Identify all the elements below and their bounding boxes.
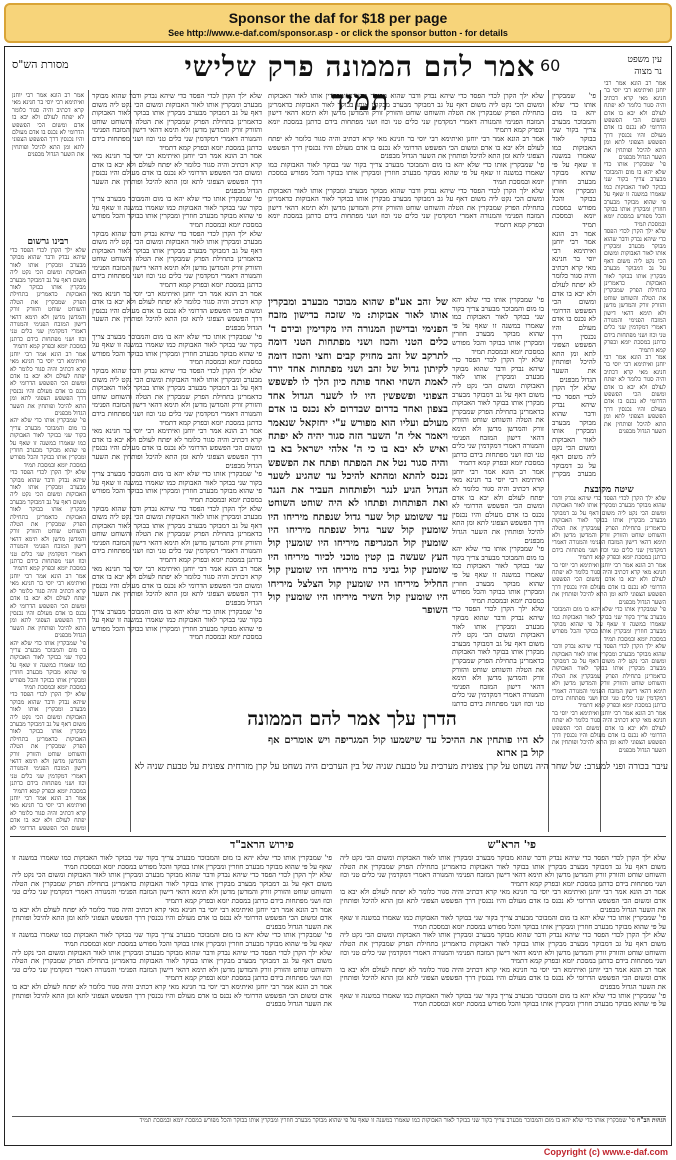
hadran-heading: הדרן עלך אמר להם הממונה bbox=[247, 708, 457, 730]
rashi-column: פי' שמבקרין אותו כדי שלא יהא בו מום והמבוכר מבערב צריך בקור שני בבוקר לאור האבוקות כמו שאמרו במשנה זו שאף על פי שהוא מבוקר מבערב חוזרין ומבקרין אותו בבוקר והכל מפורש במסכת יומא ובמסכת תמיד שלא ילך הקרן לכדי הפסד כדי שיהא נבדק ודבר שהוא מבוקר מבערב ומבקרין אותו לאור האבוקות ומשום הכי נקט ליה משום דאף על גב דמבוקר מבערב מבקרין אותו בבוקר לאור האבוקות כדאמרינן בתחילת הפרק שמבקרין את הטלה והשוחט שוחט והזורק זורק והמדשן מדשן ולא תימא דהאי דישון המזבח הפנימי והמנורה דאמרי דמקדמין שני כלים טני וכוז ושני מפתחות בידם כדתנן במסכת יומא ובפרק קמא דתמיד אמר רב הונא אמר רבי יוחנן ואיתימא רבי יוסי בר חנינא מאי קרא דכתיב והיה סגור כלומר לא יפתח לעולם ולא יבא בו אדם ומשום הכי הפשפש הדרומי לא נכנס בו אדם מעולם והיו נכנסין דרך הפשפש הצפוני לתא ומן התא להיכל ופותחין את השער הגדול מבפנים פי' שמבקרין אותו כדי שלא יהא בו מום והמבוכר מבערב צריך בקור שני בבוקר לאור האבוקות כמו שאמרו במשנה זו שאף על פי שהוא מבוקר מבערב חוזרין ומבקרין אותו בבוקר והכל מפורש במסכת יומא ובמסכת תמיד שלא ילך הקרן לכדי הפסד כדי שיהא נבדק ודבר שהוא מבוקר מבערב ומבקרין אותו לאור האבוקות ומשום הכי נקט ליה משום דאף על גב דמבוקר מבערב מבקרין אותו בבוקר לאור האבוקות כדאמרינן בתחילת הפרק שמבקרין את הטלה והשוחט שוחט והזורק זורק והמדשן מדשן ולא תימא דהאי דישון המזבח הפנימי והמנורה דאמרי דמקדמין שני כלים טני וכוז ושני מפתחות בידם כדתנן bbox=[452, 296, 544, 706]
rashi-top-block: שלא ילך הקרן לכדי הפסד כדי שיהא נבדק ודבר שהוא מבוקר מבערב ומבקרין אותו לאור האבוקות ומשום הכי נקט ליה משום דאף על גב דמבוקר מבערב מבקרין אותו בבוקר לאור האבוקות כדאמרינן בתחילת הפרק שמבקרין את הטלה והשוחט שוחט והזורק זורק והמדשן מדשן ולא תימא דהאי דישון המזבח הפנימי והמנורה דאמרי דמקדמין שני כלים טני וכוז ושני מפתחות בידם כדתנן במסכת יומא ובפרק קמא דתמיד אמר רב הונא אמר רבי יוחנן ואיתימא רבי יוסי בר חנינא מאי קרא דכתיב והיה סגור כלומר לא יפתח לעולם ולא יבא בו אדם ומשום הכי הפשפש הדרומי לא נכנס בו אדם מעולם והיו נכנסין דרך הפשפש הצפוני לתא ומן התא להיכל ופותחין את השער הגדול מבפנים פי' שמבקרין אותו כדי שלא יהא בו מום והמבוכר מבערב צריך בקור שני בבוקר לאור האבוקות כמו שאמרו במשנה זו שאף על פי שהוא מבוקר מבערב חוזרין ומבקרין אותו בבוקר והכל מפורש במסכת יומא ובמסכת תמיד שלא ילך הקרן לכדי הפסד כדי שיהא נבדק ודבר שהוא מבוקר מבערב ומבקרין אותו לאור האבוקות ומשום הכי נקט ליה משום דאף על גב דמבוקר מבערב מבקרין אותו בבוקר לאור האבוקות כדאמרינן בתחילת הפרק שמבקרין את הטלה והשוחט שוחט והזורק זורק והמדשן מדשן ולא תימא דהאי דישון המזבח הפנימי והמנורה דאמרי דמקדמין שני כלים טני וכוז ושני מפתחות בידם כדתנן במסכת יומא ובפרק קמא דתמיד bbox=[268, 92, 544, 229]
hagahot-habach-block: הגהות הב"ח פי' שמבקרין אותו כדי שלא יהא בו מום והמבוכר מבערב צריך בקור שני בבוקר לאור האבוקות כמו שאמרו במשנה זו שאף על פי שהוא מבוקר מבערב חוזרין ומבקרין אותו בבוקר והכל מפורש במסכת יומא ובמסכת תמיד bbox=[12, 1116, 666, 1143]
masoret-hashas-column: אמר רב הונא אמר רבי יוחנן ואיתימא רבי יוסי בר חנינא מאי קרא דכתיב והיה סגור כלומר לא יפתח לעולם ולא יבא בו אדם ומשום הכי הפשפש הדרומי לא נכנס בו אדם מעולם והיו נכנסין דרך הפשפש הצפוני לתא ומן התא להיכל ופותחין את השער הגדול מבפנים bbox=[12, 92, 84, 159]
ein-mishpat-column: אמר רב הונא אמר רבי יוחנן ואיתימא רבי יוסי בר חנינא מאי קרא דכתיב והיה סגור כלומר לא יפתח לעולם ולא יבא בו אדם ומשום הכי הפשפש הדרומי לא נכנס בו אדם מעולם והיו נכנסין דרך הפשפש הצפוני לתא ומן התא להיכל ופותחין את השער הגדול מבפנים פי' שמבקרין אותו כדי שלא יהא בו מום והמבוכר מבערב צריך בקור שני בבוקר לאור האבוקות כמו שאמרו במשנה זו שאף על פי שהוא מבוקר מבערב חוזרין ומבקרין אותו בבוקר והכל מפורש במסכת יומא ובמסכת תמיד שלא ילך הקרן לכדי הפסד כדי שיהא נבדק ודבר שהוא מבוקר מבערב ומבקרין אותו לאור האבוקות ומשום הכי נקט ליה משום דאף על גב דמבוקר מבערב מבקרין אותו בבוקר לאור האבוקות כדאמרינן בתחילת הפרק שמבקרין את הטלה והשוחט שוחט והזורק זורק והמדשן מדשן ולא תימא דהאי דישון המזבח הפנימי והמנורה דאמרי דמקדמין שני כלים טני וכוז ושני מפתחות בידם כדתנן במסכת יומא ובפרק קמא דתמיד אמר רב הונא אמר רבי יוחנן ואיתימא רבי יוסי בר חנינא מאי קרא דכתיב והיה סגור כלומר לא יפתח לעולם ולא יבא בו אדם ומשום הכי הפשפש הדרומי לא נכנס בו אדם מעולם והיו נכנסין דרך הפשפש הצפוני לתא ומן התא להיכל ופותחין את השער הגדול מבפנים bbox=[604, 80, 666, 436]
perush-haraavad-heading: פירוש הראב"ד bbox=[230, 838, 294, 851]
ein-mishpat-label: עין משפט bbox=[627, 55, 662, 65]
shita-mekubetzet-column: שיטה מקובצת שלא ילך הקרן לכדי הפסד כדי שיהא נבדק ודבר שהוא מבוקר מבערב ומבקרין אותו לאור האבוקות ומשום הכי נקט ליה משום דאף על גב דמבוקר מבערב מבקרין אותו בבוקר לאור האבוקות כדאמרינן בתחילת הפרק שמבקרין את הטלה והשוחט שוחט והזורק זורק והמדשן מדשן ולא תימא דהאי דישון המזבח הפנימי והמנורה דאמרי דמקדמין שני כלים טני וכוז ושני מפתחות בידם כדתנן במסכת יומא ובפרק קמא דתמיד אמר רב הונא אמר רבי יוחנן ואיתימא רבי יוסי בר חנינא מאי קרא דכתיב והיה סגור כלומר לא יפתח לעולם ולא יבא בו אדם ומשום הכי הפשפש הדרומי לא נכנס בו אדם מעולם והיו נכנסין דרך הפשפש הצפוני לתא ומן התא להיכל ופותחין את השער הגדול מבפנים פי' שמבקרין אותו כדי שלא יהא בו מום והמבוכר מבערב צריך בקור שני בבוקר לאור האבוקות כמו שאמרו במשנה זו שאף על פי שהוא מבוקר מבערב חוזרין ומבקרין אותו בבוקר והכל מפורש במסכת יומא ובמסכת תמיד שלא ילך הקרן לכדי הפסד כדי שיהא נבדק ודבר שהוא מבוקר מבערב ומבקרין אותו לאור האבוקות ומשום הכי נקט ליה משום דאף על גב דמבוקר מבערב מבקרין אותו בבוקר לאור האבוקות כדאמרינן בתחילת הפרק שמבקרין את הטלה והשוחט שוחט והזורק זורק והמדשן מדשן ולא תימא דהאי דישון המזבח הפנימי והמנורה דאמרי דמקדמין שני כלים טני וכוז ושני מפתחות בידם כדתנן במסכת יומא ובפרק קמא דתמיד אמר רב הונא אמר רבי יוחנן ואיתימא רבי יוסי בר חנינא מאי קרא דכתיב והיה סגור כלומר לא יפתח לעולם ולא יבא בו אדם ומשום הכי הפשפש הדרומי לא נכנס בו אדם מעולם והיו נכנסין דרך הפשפש הצפוני לתא ומן התא להיכל ופותחין את השער הגדול מבפנים bbox=[552, 485, 666, 754]
page-title: אמר להם הממונה פרק שלישי תמיד bbox=[184, 50, 536, 117]
rabbeinu-gershom-column: רבינו גרשום שלא ילך הקרן לכדי הפסד כדי שיהא נבדק ודבר שהוא מבוקר מבערב ומבקרין אותו לאור האבוקות ומשום הכי נקט ליה משום דאף על גב דמבוקר מבערב מבקרין אותו בבוקר לאור האבוקות כדאמרינן בתחילת הפרק שמבקרין את הטלה והשוחט שוחט והזורק זורק והמדשן מדשן ולא תימא דהאי דישון המזבח הפנימי והמנורה דאמרי דמקדמין שני כלים טני וכוז ושני מפתחות בידם כדתנן במסכת יומא ובפרק קמא דתמיד אמר רב הונא אמר רבי יוחנן ואיתימא רבי יוסי בר חנינא מאי קרא דכתיב והיה סגור כלומר לא יפתח לעולם ולא יבא בו אדם ומשום הכי הפשפש הדרומי לא נכנס בו אדם מעולם והיו נכנסין דרך הפשפש הצפוני לתא ומן התא להיכל ופותחין את השער הגדול מבפנים פי' שמבקרין אותו כדי שלא יהא בו מום והמבוכר מבערב צריך בקור שני בבוקר לאור האבוקות כמו שאמרו במשנה זו שאף על פי שהוא מבוקר מבערב חוזרין ומבקרין אותו בבוקר והכל מפורש במסכת יומא ובמסכת תמיד שלא ילך הקרן לכדי הפסד כדי שיהא נבדק ודבר שהוא מבוקר מבערב ומבקרין אותו לאור האבוקות ומשום הכי נקט ליה משום דאף על גב דמבוקר מבערב מבקרין אותו בבוקר לאור האבוקות כדאמרינן בתחילת הפרק שמבקרין את הטלה והשוחט שוחט והזורק זורק והמדשן מדשן ולא תימא דהאי דישון המזבח הפנימי והמנורה דאמרי דמקדמין שני כלים טני וכוז ושני מפתחות בידם כדתנן במסכת יומא ובפרק קמא דתמיד אמר רב הונא אמר רבי יוחנן ואיתימא רבי יוסי בר חנינא מאי קרא דכתיב והיה סגור כלומר לא יפתח לעולם ולא יבא בו אדם ומשום הכי הפשפש הדרומי לא נכנס בו אדם מעולם והיו נכנסין דרך הפשפש הצפוני לתא ומן התא להיכל ופותחין את השער הגדול מבפנים פי' שמבקרין אותו כדי שלא יהא בו מום והמבוכר מבערב צריך בקור שני בבוקר לאור האבוקות כמו שאמרו במשנה זו שאף על פי שהוא מבוקר מבערב חוזרין ומבקרין אותו בבוקר והכל מפורש במסכת יומא ובמסכת תמיד שלא ילך הקרן לכדי הפסד כדי שיהא נבדק ודבר שהוא מבוקר מבערב ומבקרין אותו לאור האבוקות ומשום הכי נקט ליה משום דאף על גב דמבוקר מבערב מבקרין אותו בבוקר לאור האבוקות כדאמרינן בתחילת הפרק שמבקרין את הטלה והשוחט שוחט והזורק זורק והמדשן מדשן ולא תימא דהאי דישון המזבח הפנימי והמנורה דאמרי דמקדמין שני כלים טני וכוז ושני מפתחות בידם כדתנן במסכת יומא ובפרק קמא דתמיד אמר רב הונא אמר רבי יוחנן ואיתימא רבי יוסי בר חנינא מאי קרא דכתיב והיה סגור כלומר לא יפתח לעולם ולא יבא בו אדם ומשום הכי הפשפש הדרומי לא bbox=[10, 237, 86, 830]
copyright-link[interactable]: Copyright (c) www.e-daf.com bbox=[543, 1147, 668, 1157]
masoret-hashas-label: מסורת הש"ס bbox=[12, 58, 69, 71]
mishna-text: לא היו פותחין את ההיכל עד שישמעו קול המגריפה ויש אומרים אף קול בן ארזא bbox=[268, 735, 544, 760]
perush-harash-heading: פי' הרא"ש bbox=[487, 838, 536, 851]
perush-harash-text: שלא ילך הקרן לכדי הפסד כדי שיהא נבדק ודבר שהוא מבוקר מבערב ומבקרין אותו לאור האבוקות ומשום הכי נקט ליה משום דאף על גב דמבוקר מבערב מבקרין אותו בבוקר לאור האבוקות כדאמרינן בתחילת הפרק שמבקרין את הטלה והשוחט שוחט והזורק זורק והמדשן מדשן ולא תימא דהאי דישון המזבח הפנימי והמנורה דאמרי דמקדמין שני כלים טני וכוז ושני מפתחות בידם כדתנן במסכת יומא ובפרק קמא דתמיד אמר רב הונא אמר רבי יוחנן ואיתימא רבי יוסי בר חנינא מאי קרא דכתיב והיה סגור כלומר לא יפתח לעולם ולא יבא בו אדם ומשום הכי הפשפש הדרומי לא נכנס בו אדם מעולם והיו נכנסין דרך הפשפש הצפוני לתא ומן התא להיכל ופותחין את השער הגדול מבפנים פי' שמבקרין אותו כדי שלא יהא בו מום והמבוכר מבערב צריך בקור שני בבוקר לאור האבוקות כמו שאמרו במשנה זו שאף על פי שהוא מבוקר מבערב חוזרין ומבקרין אותו בבוקר והכל מפורש במסכת יומא ובמסכת תמיד שלא ילך הקרן לכדי הפסד כדי שיהא נבדק ודבר שהוא מבוקר מבערב ומבקרין אותו לאור האבוקות ומשום הכי נקט ליה משום דאף על גב דמבוקר מבערב מבקרין אותו בבוקר לאור האבוקות כדאמרינן בתחילת הפרק שמבקרין את הטלה והשוחט שוחט והזורק זורק והמדשן מדשן ולא תימא דהאי דישון המזבח הפנימי והמנורה דאמרי דמקדמין שני כלים טני וכוז ושני מפתחות בידם כדתנן במסכת יומא ובפרק קמא דתמיד אמר רב הונא אמר רבי יוחנן ואיתימא רבי יוסי בר חנינא מאי קרא דכתיב והיה סגור כלומר לא יפתח לעולם ולא יבא בו אדם ומשום הכי הפשפש הדרומי לא נכנס בו אדם מעולם והיו נכנסין דרך הפשפש הצפוני לתא ומן התא להיכל ופותחין את השער הגדול מבפנים פי' שמבקרין אותו כדי שלא יהא בו מום והמבוכר מבערב צריך בקור שני בבוקר לאור האבוקות כמו שאמרו במשנה זו שאף על פי שהוא מבוקר מבערב חוזרין ומבקרין אותו בבוקר והכל מפורש במסכת יומא ובמסכת תמיד bbox=[340, 854, 666, 1009]
ner-mitzva-label: נר מצוה bbox=[634, 67, 662, 77]
sponsor-title[interactable]: Sponsor the daf for $18 per page bbox=[228, 10, 448, 26]
tosafot-column: שלא ילך הקרן לכדי הפסד כדי שיהא נבדק ודבר שהוא מבוקר מבערב ומבקרין אותו לאור האבוקות ומשום הכי נקט ליה משום דאף על גב דמבוקר מבערב מבקרין אותו בבוקר לאור האבוקות כדאמרינן בתחילת הפרק שמבקרין את הטלה והשוחט שוחט והזורק זורק והמדשן מדשן ולא תימא דהאי דישון המזבח הפנימי והמנורה דאמרי דמקדמין שני כלים טני וכוז ושני מפתחות בידם כדתנן במסכת יומא ובפרק קמא דתמיד אמר רב הונא אמר רבי יוחנן ואיתימא רבי יוסי בר חנינא מאי קרא דכתיב והיה סגור כלומר לא יפתח לעולם ולא יבא בו אדם ומשום הכי הפשפש הדרומי לא נכנס בו אדם מעולם והיו נכנסין דרך הפשפש הצפוני לתא ומן התא להיכל ופותחין את השער הגדול מבפנים פי' שמבקרין אותו כדי שלא יהא בו מום והמבוכר מבערב צריך בקור שני בבוקר לאור האבוקות כמו שאמרו במשנה זו שאף על פי שהוא מבוקר מבערב חוזרין ומבקרין אותו בבוקר והכל מפורש במסכת יומא ובמסכת תמיד שלא ילך הקרן לכדי הפסד כדי שיהא נבדק ודבר שהוא מבוקר מבערב ומבקרין אותו לאור האבוקות ומשום הכי נקט ליה משום דאף על גב דמבוקר מבערב מבקרין אותו בבוקר לאור האבוקות כדאמרינן בתחילת הפרק שמבקרין את הטלה והשוחט שוחט והזורק זורק והמדשן מדשן ולא תימא דהאי דישון המזבח הפנימי והמנורה דאמרי דמקדמין שני כלים טני וכוז ושני מפתחות בידם כדתנן במסכת יומא ובפרק קמא דתמיד אמר רב הונא אמר רבי יוחנן ואיתימא רבי יוסי בר חנינא מאי קרא דכתיב והיה סגור כלומר לא יפתח לעולם ולא יבא בו אדם ומשום הכי הפשפש הדרומי לא נכנס בו אדם מעולם והיו נכנסין דרך הפשפש הצפוני לתא ומן התא להיכל ופותחין את השער הגדול מבפנים פי' שמבקרין אותו כדי שלא יהא בו מום והמבוכר מבערב צריך בקור שני בבוקר לאור האבוקות כמו שאמרו במשנה זו שאף על פי שהוא מבוקר מבערב חוזרין ומבקרין אותו בבוקר והכל מפורש במסכת יומא ובמסכת תמיד שלא ילך הקרן לכדי הפסד כדי שיהא נבדק ודבר שהוא מבוקר מבערב ומבקרין אותו לאור האבוקות ומשום הכי נקט ליה משום דאף על גב דמבוקר מבערב מבקרין אותו בבוקר לאור האבוקות כדאמרינן בתחילת הפרק שמבקרין את הטלה והשוחט שוחט והזורק זורק והמדשן מדשן ולא תימא דהאי דישון המזבח הפנימי והמנורה דאמרי דמקדמין שני כלים טני וכוז ושני מפתחות בידם כדתנן במסכת יומא ובפרק קמא דתמיד אמר רב הונא אמר רבי יוחנן ואיתימא רבי יוסי בר חנינא מאי קרא דכתיב והיה סגור כלומר לא יפתח לעולם ולא יבא בו אדם ומשום הכי הפשפש הדרומי לא נכנס בו אדם מעולם והיו נכנסין דרך הפשפש הצפוני לתא ומן התא להיכל ופותחין את השער הגדול מבפנים פי' שמבקרין אותו כדי שלא יהא בו מום והמבוכר מבערב צריך בקור שני בבוקר לאור האבוקות כמו שאמרו במשנה זו שאף על פי שהוא מבוקר מבערב חוזרין ומבקרין אותו בבוקר והכל מפורש במסכת יומא ובמסכת תמיד שלא ילך הקרן לכדי הפסד כדי שיהא נבדק ודבר שהוא מבוקר מבערב ומבקרין אותו לאור האבוקות ומשום הכי נקט ליה משום דאף על גב דמבוקר מבערב מבקרין אותו בבוקר לאור האבוקות כדאמרינן בתחילת הפרק שמבקרין את הטלה והשוחט שוחט והזורק זורק והמדשן מדשן ולא תימא דהאי דישון המזבח הפנימי והמנורה דאמרי דמקדמין שני כלים טני וכוז ושני מפתחות בידם כדתנן במסכת יומא ובפרק קמא דתמיד אמר רב הונא אמר רבי יוחנן ואיתימא רבי יוסי בר חנינא מאי קרא דכתיב והיה סגור כלומר לא יפתח לעולם ולא יבא בו אדם ומשום הכי הפשפש הדרומי לא נכנס בו אדם מעולם והיו נכנסין דרך הפשפש הצפוני לתא ומן התא להיכל ופותחין את השער הגדול מבפנים פי' שמבקרין אותו כדי שלא יהא בו מום והמבוכר מבערב צריך בקור שני בבוקר לאור האבוקות כמו שאמרו במשנה זו שאף על פי שהוא מבוקר מבערב חוזרין ומבקרין אותו בבוקר והכל מפורש במסכת יומא ובמסכת תמיד bbox=[92, 92, 262, 642]
sponsor-banner[interactable] bbox=[4, 3, 672, 43]
section-divider bbox=[10, 836, 666, 837]
rabbeinu-gershom-heading: רבינו גרשום bbox=[27, 237, 69, 247]
inner-commentary-column: פי' שמבקרין אותו כדי שלא יהא בו מום והמבוכר מבערב צריך בקור שני בבוקר לאור האבוקות כמו שאמרו במשנה זו שאף על פי שהוא מבוקר מבערב חוזרין ומבקרין אותו בבוקר והכל מפורש במסכת יומא ובמסכת תמיד אמר רב הונא אמר רבי יוחנן ואיתימא רבי יוסי בר חנינא מאי קרא דכתיב והיה סגור כלומר לא יפתח לעולם ולא יבא בו אדם ומשום הכי הפשפש הדרומי לא נכנס בו אדם מעולם והיו נכנסין דרך הפשפש הצפוני לתא ומן התא להיכל ופותחין את השער הגדול מבפנים שלא ילך הקרן לכדי הפסד כדי שיהא נבדק ודבר שהוא מבוקר מבערב ומבקרין אותו לאור האבוקות ומשום הכי נקט ליה משום דאף על גב דמבוקר מבערב מבקרין bbox=[552, 92, 596, 479]
mishna-bottom-lines: עיבר בכורה ופני למערב: של שחר היה נשחט על קרן צפונית מערבית על טבעת שניה של בין הערבים היה נשחט על קרן מזרחית צפונית על טבעת שניה לא bbox=[134, 762, 668, 772]
perush-haraavad-text: פי' שמבקרין אותו כדי שלא יהא בו מום והמבוכר מבערב צריך בקור שני בבוקר לאור האבוקות כמו שאמרו במשנה זו שאף על פי שהוא מבוקר מבערב חוזרין ומבקרין אותו בבוקר והכל מפורש במסכת יומא ובמסכת תמיד שלא ילך הקרן לכדי הפסד כדי שיהא נבדק ודבר שהוא מבוקר מבערב ומבקרין אותו לאור האבוקות ומשום הכי נקט ליה משום דאף על גב דמבוקר מבערב מבקרין אותו בבוקר לאור האבוקות כדאמרינן בתחילת הפרק שמבקרין את הטלה והשוחט שוחט והזורק זורק והמדשן מדשן ולא תימא דהאי דישון המזבח הפנימי והמנורה דאמרי דמקדמין שני כלים טני וכוז ושני מפתחות בידם כדתנן במסכת יומא ובפרק קמא דתמיד אמר רב הונא אמר רבי יוחנן ואיתימא רבי יוסי בר חנינא מאי קרא דכתיב והיה סגור כלומר לא יפתח לעולם ולא יבא בו אדם ומשום הכי הפשפש הדרומי לא נכנס בו אדם מעולם והיו נכנסין דרך הפשפש הצפוני לתא ומן התא להיכל ופותחין את השער הגדול מבפנים פי' שמבקרין אותו כדי שלא יהא בו מום והמבוכר מבערב צריך בקור שני בבוקר לאור האבוקות כמו שאמרו במשנה זו שאף על פי שהוא מבוקר מבערב חוזרין ומבקרין אותו בבוקר והכל מפורש במסכת יומא ובמסכת תמיד שלא ילך הקרן לכדי הפסד כדי שיהא נבדק ודבר שהוא מבוקר מבערב ומבקרין אותו לאור האבוקות ומשום הכי נקט ליה משום דאף על גב דמבוקר מבערב מבקרין אותו בבוקר לאור האבוקות כדאמרינן בתחילת הפרק שמבקרין את הטלה והשוחט שוחט והזורק זורק והמדשן מדשן ולא תימא דהאי דישון המזבח הפנימי והמנורה דאמרי דמקדמין שני כלים טני וכוז ושני מפתחות בידם כדתנן במסכת יומא ובפרק קמא דתמיד אמר רב הונא אמר רבי יוחנן ואיתימא רבי יוסי בר חנינא מאי קרא דכתיב והיה סגור כלומר לא יפתח לעולם ולא יבא בו אדם ומשום הכי הפשפש הדרומי לא נכנס בו אדם מעולם והיו נכנסין דרך הפשפש הצפוני לתא ומן התא להיכל ופותחין את השער הגדול מבפנים bbox=[12, 854, 332, 1009]
column-rule bbox=[548, 90, 549, 832]
sponsor-details-link[interactable]: See http://www.e-daf.com/sponsor.asp - or click the sponsor button - for details bbox=[168, 28, 508, 38]
page-number: 60 bbox=[540, 56, 561, 75]
column-rule bbox=[88, 90, 89, 832]
gemara-main-text: של זהב אע"פ שהוא מבוכר מבערב ומבקרין אותו לאור אבוקות: מי שזכה בדישון מזבח הפנימי ובדישון המנורה היו מקדימין ובידם ד' כלים הטני והכוז ושני מפתחות הטני דומה לתרקב של זהב מחזיק קבים וחצי והכוז דומה לקיתון גדול של זהב ושני מפתחות אחד יורד לאמת השחי ואחד פותח כיון הלך לו לפשפש הצפוני ופשפשין היו לו לשער הגדול אחד בצפון ואחד בדרום שבדרום לא נכנס בו אדם מעולם ועליו הוא מפורש ע"י יחזקאל שנאמר ויאמר אלי ה' השער הזה סגור יהיה לא יפתח ואיש לא יבא בו כי ה' אלהי ישראל בא בו והיה סגור נטל את המפתח ופתח את הפשפש נכנס להתא ומהתא להיכל עד שהגיע לשער הגדול הגיע לנגר ולפותחות העביר את הנגר ואת הפותחות ופתחו לא היה שוחט השוחט עד ששומע קול שער גדול שנפתח מיריחו היו שומעין קול שער גדול שנפתח מיריחו היו שומעין קול המגריפה מיריחו היו שומעין קול העץ שעשה בן קטין מוכני לכיור מיריחו היו שומעין קול גביני כרוז מיריחו היו שומעין קול החליל מיריחו היו שומעין קול הצלצל מיריחו היו שומעין קול השיר מיריחו היו שומעין קול השופר bbox=[268, 297, 448, 617]
hagahot-habach-heading: הגהות הב"ח bbox=[636, 1117, 666, 1124]
shita-mekubetzet-heading: שיטה מקובצת bbox=[584, 485, 634, 495]
